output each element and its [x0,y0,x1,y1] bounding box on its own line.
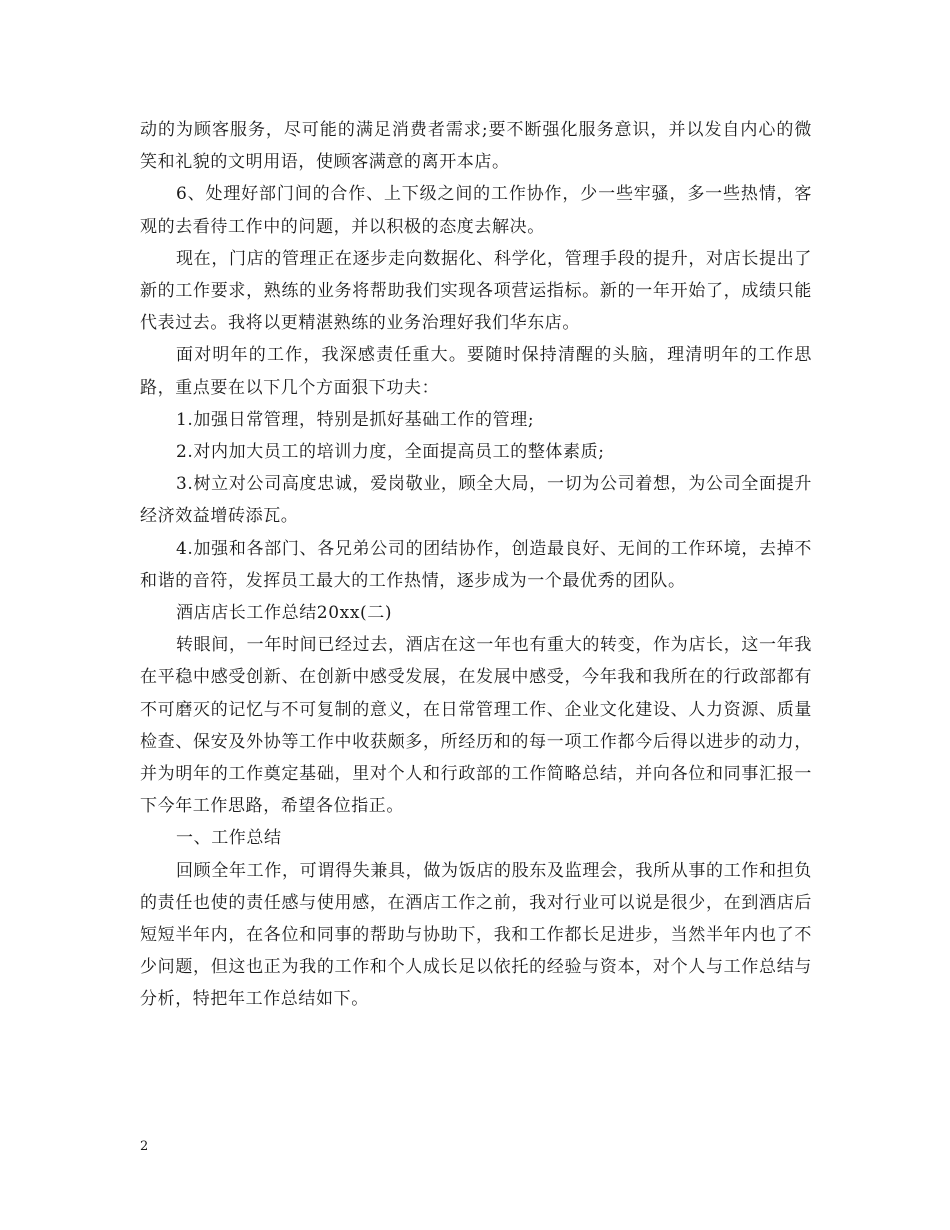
paragraph-work-retrospective: 回顾全年工作，可谓得失兼具，做为饭店的股东及监理会，我所从事的工作和担负的责任也使的责任感与使用感，在酒店工作之前，我对行业可以说是很少，在到酒店后短短半年内，在各位和同事的帮助与协助下，我和工作都长足进步，当然半年内也了不少问题，但这也正为我的工作和个人成长足以依托的经验与资本，对个人与工作总结与分析，特把年工作总结如下。 [140,860,812,1010]
list-item-2: 2.对内加大员工的培训力度，全面提高员工的整体素质; [176,442,605,463]
paragraph-year-review: 转眼间，一年时间已经过去，酒店在这一年也有重大的转变，作为店长，这一年我在平稳中感受创新、在创新中感受发展，在发展中感受，今年我和我所在的行政部都有不可磨灭的记忆与不可复制的意义，在日常管理工作、企业文化建设、人力资源、质量检查、保安及外协等工作中收获颇多，所经历和的每一项工作都今后得以进步的动力，并为明年的工作奠定基础，里对个人和行政部的工作简略总结，并向各位和同事汇报一下今年工作思路，希望各位指正。 [140,635,812,817]
paragraph-service-continuation: 动的为顾客服务，尽可能的满足消费者需求;要不断强化服务意识，并以发自内心的微笑和礼貌的文明用语，使顾客满意的离开本店。 [140,120,812,173]
list-item-4: 4.加强和各部门、各兄弟公司的团结协作，创造最良好、无间的工作环境，去掉不和谐的音符，发挥员工最大的工作热情，逐步成为一个最优秀的团队。 [140,538,812,591]
paragraph-next-year-intro: 面对明年的工作，我深感责任重大。要随时保持清醒的头脑，理清明年的工作思路，重点要在以下几个方面狠下功夫： [140,345,812,398]
section-heading-work-summary: 一、工作总结 [176,828,282,849]
page-number: 2 [140,1139,149,1154]
list-item-3: 3.树立对公司高度忠诚，爱岗敬业，顾全大局，一切为公司着想，为公司全面提升经济效益增砖添瓦。 [140,474,812,527]
document-body [140,114,812,1016]
paragraph-item-6: 6、处理好部门间的合作、上下级之间的工作协作，少一些牢骚，多一些热情，客观的去看待工作中的问题，并以积极的态度去解决。 [140,184,812,237]
list-item-1: 1.加强日常管理，特别是抓好基础工作的管理; [176,409,535,430]
section-title-part-two: 酒店店长工作总结20xx(二) [176,603,393,624]
paragraph-store-management: 现在，门店的管理正在逐步走向数据化、科学化，管理手段的提升，对店长提出了新的工作要求，熟练的业务将帮助我们实现各项营运指标。新的一年开始了，成绩只能代表过去。我将以更精湛熟练的业务治理好我们华东店。 [140,248,812,334]
